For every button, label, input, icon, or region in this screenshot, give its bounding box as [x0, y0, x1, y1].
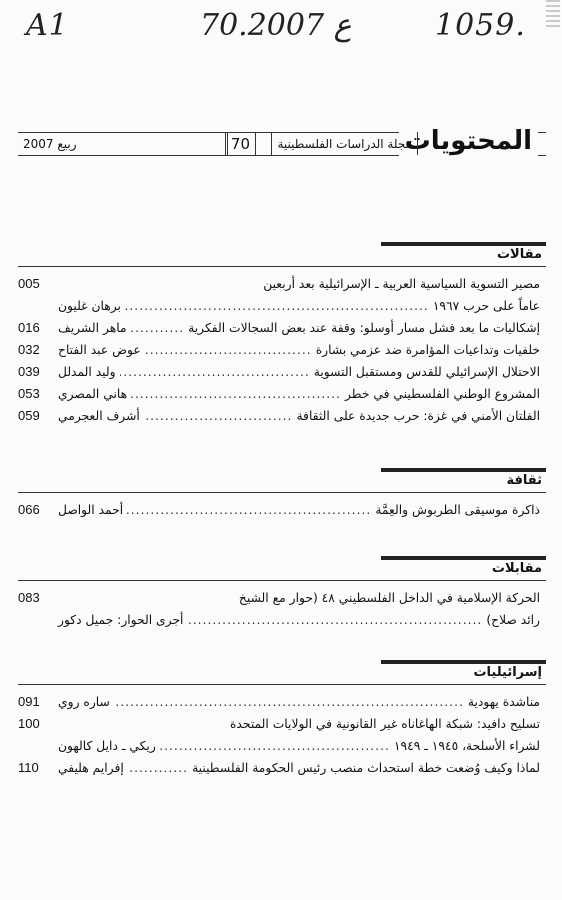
page-number: 032 [18, 342, 40, 357]
entry-title: الفلتان الأمني في غزة: حرب جديدة على الثقافة [296, 409, 540, 423]
entry-title: المشروع الوطني الفلسطيني في خطر [345, 387, 540, 401]
leader-dots [131, 317, 185, 339]
leader-dots [120, 361, 310, 383]
page-number: 053 [18, 386, 40, 401]
page-number: 110 [18, 760, 39, 775]
leader-dots [128, 757, 188, 779]
toc-entry[interactable] [18, 757, 546, 779]
section-israeli-affairs [18, 664, 546, 779]
entry-title-continued: لشراء الأسلحة، ١٩٤٥ ـ ١٩٤٩ [393, 739, 540, 753]
leader-dots [187, 609, 482, 631]
page-number: 083 [18, 590, 40, 605]
toc-entry[interactable] [18, 383, 546, 405]
page-number: 005 [18, 276, 40, 291]
journal-name: مجلة الدراسات الفلسطينية [271, 132, 418, 155]
leader-dots [160, 735, 390, 757]
section-heading [18, 246, 546, 267]
page-number: 100 [18, 716, 40, 731]
entry-title: الاحتلال الإسرائيلي للقدس ومستقبل التسوية [313, 365, 540, 379]
handwritten-note-middle: 70.ع 2007 [200, 8, 352, 43]
toc-entry[interactable] [18, 361, 546, 383]
entry-title: الحركة الإسلامية في الداخل الفلسطيني ٤٨ (حوار مع الشيخ [238, 591, 540, 605]
toc-entry[interactable] [18, 317, 546, 339]
entry-title-continued: عاماً على حرب ١٩٦٧ [432, 299, 540, 313]
page-number: 039 [18, 364, 40, 379]
section-articles [18, 246, 546, 427]
section-heading [18, 472, 546, 493]
page-number: 066 [18, 502, 40, 517]
entry-author: ساره روي [58, 695, 110, 709]
toc-entry[interactable] [18, 339, 546, 361]
scan-artifact [546, 0, 560, 30]
toc-entry[interactable] [18, 405, 546, 427]
section-title: إسرائيليات [473, 665, 542, 680]
toc-entry[interactable] [18, 691, 546, 713]
page-header [18, 124, 546, 156]
entry-title: خلفيات وتداعيات المؤامرة ضد عزمي بشارة [315, 343, 540, 357]
section-interviews [18, 560, 546, 631]
leader-dots [127, 499, 371, 521]
entry-author: ماهر الشريف [58, 321, 127, 335]
entry-author: عوض عبد الفتاح [58, 343, 141, 357]
entry-title: مصير التسوية السياسية العربية ـ الإسرائيلية بعد أربعين [263, 277, 540, 291]
leader-dots [114, 691, 464, 713]
entry-title: تسليح دافيد: شبكة الهاغاناه غير القانونية في الولايات المتحدة [229, 717, 540, 731]
entry-title: ذاكرة موسيقى الطربوش والعِمَّة [375, 503, 540, 517]
entry-author: ريكي ـ دايل كالهون [58, 739, 156, 753]
section-title: مقابلات [491, 561, 542, 576]
entry-author: برهان غليون [58, 299, 121, 313]
issue-number: 70 [225, 132, 256, 155]
section-items [18, 499, 546, 521]
section-items [18, 691, 546, 779]
leader-dots [144, 405, 293, 427]
section-items [18, 273, 546, 427]
page-number: 016 [18, 320, 40, 335]
entry-author: وليد المدلل [58, 365, 116, 379]
leader-dots [125, 295, 429, 317]
section-heading [18, 664, 546, 685]
entry-title: لماذا وكيف وُضعت خطة استحداث منصب رئيس الحكومة الفلسطينية [192, 761, 540, 775]
handwritten-note-right: 1059. [435, 8, 526, 43]
entry-title-continued: رائد صلاح) [486, 613, 540, 627]
toc-entry[interactable] [18, 273, 546, 317]
handwritten-note-left: A1 [26, 8, 69, 43]
leader-dots [145, 339, 312, 361]
toc-entry[interactable] [18, 713, 546, 757]
entry-title: مناشدة يهودية [467, 695, 540, 709]
section-title: مقالات [496, 247, 542, 262]
section-heading [18, 560, 546, 581]
entry-title: إشكاليات ما بعد فشل مسار أوسلو: وقفة عند بعض السجالات الفكرية [188, 321, 540, 335]
entry-author: أحمد الواصل [58, 503, 124, 517]
page-title: المحتويات [399, 126, 538, 156]
entry-author: إفرايم هليفي [58, 761, 124, 775]
page-number: 059 [18, 408, 40, 423]
entry-author: هاني المصري [58, 387, 128, 401]
page-number: 091 [18, 694, 40, 709]
toc-entry[interactable] [18, 587, 546, 631]
issue-season: ربيع 2007 [18, 132, 228, 155]
toc-entry[interactable] [18, 499, 546, 521]
section-title: ثقافة [506, 473, 542, 488]
entry-author: أشرف العجرمي [58, 409, 140, 423]
entry-author: أجرى الحوار: جميل دكور [58, 613, 184, 627]
section-items [18, 587, 546, 631]
section-culture [18, 472, 546, 521]
leader-dots [131, 383, 341, 405]
